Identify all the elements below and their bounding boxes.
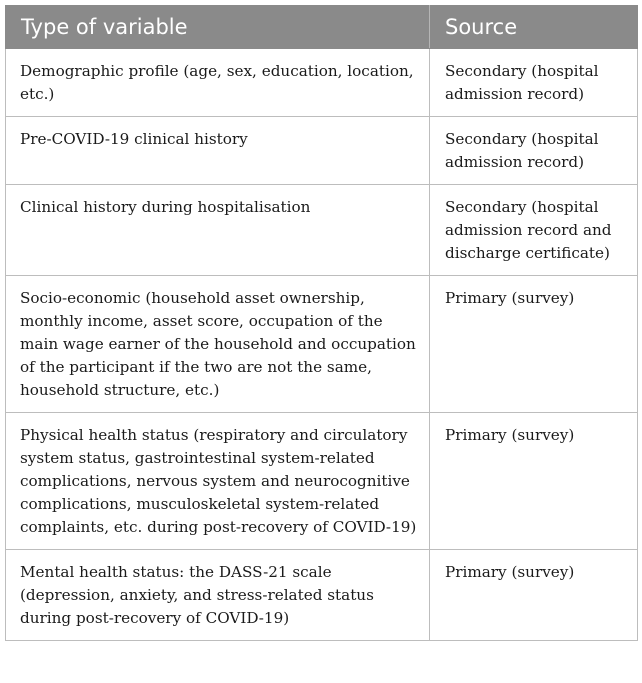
source-cell: Primary (survey): [430, 413, 638, 550]
source-cell: Secondary (hospital admission record and discharge certificate): [430, 185, 638, 276]
source-cell: Secondary (hospital admission record): [430, 49, 638, 117]
variables-table: [5, 5, 638, 641]
header-row: [6, 6, 638, 49]
variable-cell: Physical health status (respiratory and circulatory system status, gastrointestinal system-related complications, nervous system and neurocognitive complications, musculoskeletal system-related complaints, etc. during post-recovery of COVID-19): [6, 413, 430, 550]
source-cell: Secondary (hospital admission record): [430, 117, 638, 185]
header-source: Source: [430, 6, 638, 49]
source-cell: Primary (survey): [430, 276, 638, 413]
table-row: [6, 185, 638, 276]
table-row: [6, 276, 638, 413]
table-header: [6, 6, 638, 49]
variable-cell: Socio-economic (household asset ownership, monthly income, asset score, occupation of the main wage earner of the household and occupation of the participant if the two are not the same, household structure, etc.): [6, 276, 430, 413]
table-row: [6, 117, 638, 185]
variable-cell: Demographic profile (age, sex, education, location, etc.): [6, 49, 430, 117]
variable-cell: Pre-COVID-19 clinical history: [6, 117, 430, 185]
variable-cell: Clinical history during hospitalisation: [6, 185, 430, 276]
variable-cell: Mental health status: the DASS-21 scale (depression, anxiety, and stress-related status during post-recovery of COVID-19): [6, 550, 430, 641]
table-row: [6, 550, 638, 641]
header-type-of-variable: Type of variable: [6, 6, 430, 49]
table-row: [6, 413, 638, 550]
table-row: [6, 49, 638, 117]
source-cell: Primary (survey): [430, 550, 638, 641]
table-body: [6, 49, 638, 641]
